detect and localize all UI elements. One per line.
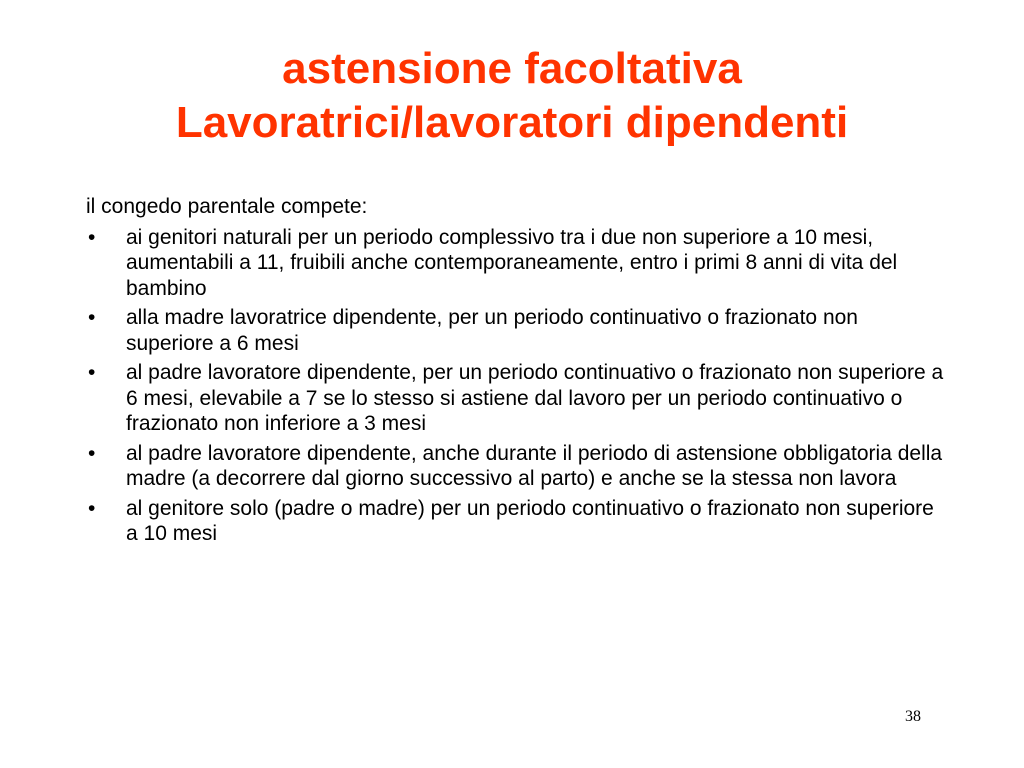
bullet-marker: •	[88, 441, 96, 465]
bullet-item	[86, 496, 946, 547]
bullet-text: al padre lavoratore dipendente, anche durante il periodo di astensione obbligatoria della madre (a decorrere dal giorno successivo al parto) e anche se la stessa non lavora	[126, 441, 943, 490]
slide-title	[40, 42, 984, 150]
bullet-text: al genitore solo (padre o madre) per un periodo continuativo o frazionato non superiore a 10 mesi	[126, 496, 934, 545]
bullet-marker: •	[88, 496, 96, 520]
bullet-text: alla madre lavoratrice dipendente, per un periodo continuativo o frazionato non superiore a 6 mesi	[126, 306, 858, 355]
bullet-item	[86, 360, 946, 437]
slide-title-line-1: astensione facoltativa	[282, 44, 742, 93]
bullet-marker: •	[88, 306, 96, 329]
bullet-marker: •	[88, 225, 96, 249]
bullet-item	[86, 225, 946, 302]
page-number: 38	[905, 708, 921, 725]
bullet-text: ai genitori naturali per un periodo complessivo tra i due non superiore a 10 mesi, aumentabili a 11, fruibili anche contemporaneamente, entro i primi 8 anni di vita del bambino	[126, 225, 898, 300]
bullet-item	[86, 305, 946, 356]
slide-body	[86, 194, 946, 551]
bullet-marker: •	[88, 361, 96, 384]
bullet-item	[86, 441, 946, 492]
bullet-list	[86, 225, 946, 547]
bullet-text: al padre lavoratore dipendente, per un periodo continuativo o frazionato non superiore a 6 mesi, elevabile a 7 se lo stesso si astiene dal lavoro per un periodo continuativo o frazionato non inferiore a 3 mesi	[126, 361, 944, 435]
slide-title-line-2: Lavoratrici/lavoratori dipendenti	[175, 98, 849, 147]
intro-text: il congedo parentale compete:	[86, 195, 368, 218]
